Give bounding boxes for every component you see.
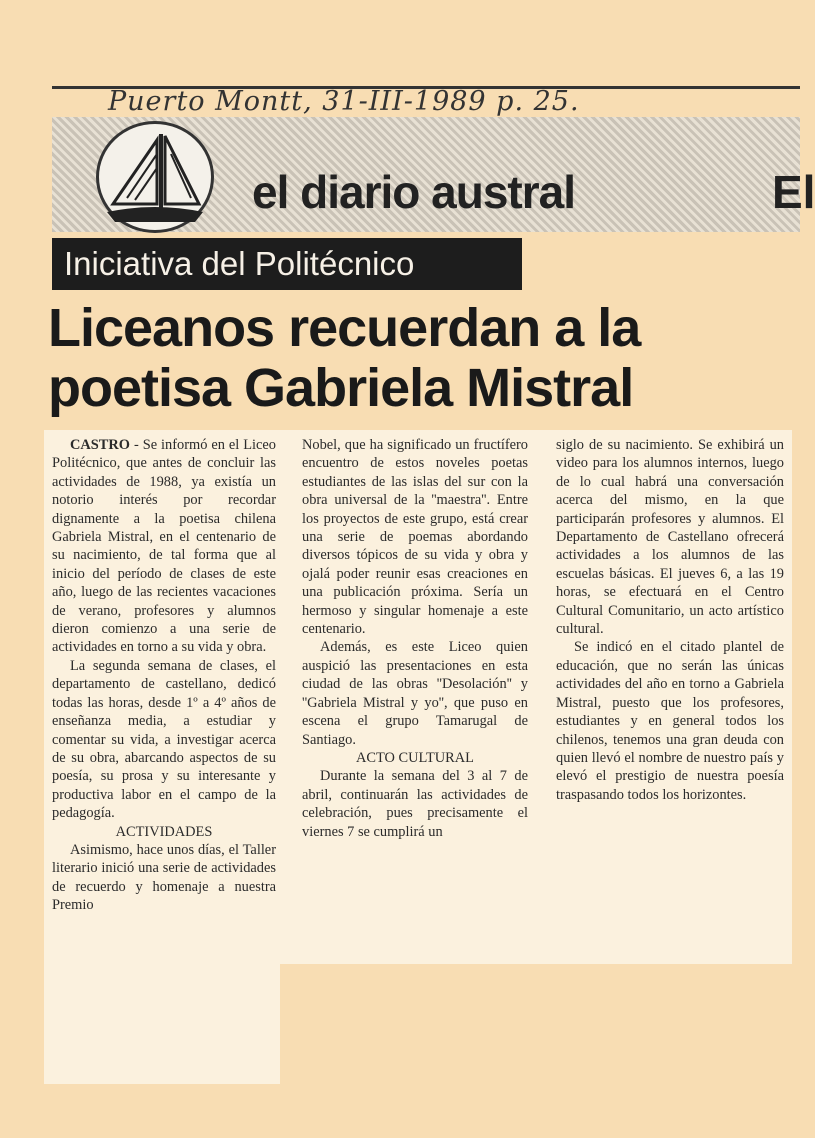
paragraph: Asimismo, hace unos días, el Taller literario inició una serie de actividades de recuerdo y homenaje a nuestra Premio xyxy=(52,841,276,914)
paragraph: Se indicó en el citado plantel de educación, que no serán las únicas actividades del año en torno a Gabriela Mistral, puesto que los profesores, estudiantes y en general todos los chilenos, tenemos una gran deuda con quien llevó el nombre de nuestro país y elevó el prestigio de nuestra poesía traspasando todos los horizontes. xyxy=(556,639,784,803)
subheading-actividades: ACTIVIDADES xyxy=(115,823,213,840)
newspaper-name-tail: El xyxy=(772,166,815,218)
article-headline xyxy=(48,298,768,418)
article-kicker: Iniciativa del Politécnico xyxy=(52,238,522,290)
article-background-tail xyxy=(44,964,280,1084)
newspaper-name: el diario austral xyxy=(252,166,576,218)
subheading-acto-cultural: ACTO CULTURAL xyxy=(356,749,474,766)
paragraph xyxy=(52,436,276,657)
article-column-2 xyxy=(302,436,528,841)
article-column-1 xyxy=(52,436,276,915)
paragraph-text: - Se informó en el Liceo Politécnico, que antes de concluir las actividades de 1988, ya existía un notorio interés por recordar dignamente a la poetisa chilena Gabriela Mistral, en el centenario de su nacimiento, de tal forma que al inicio del período de clases de este año, luego de las recientes vacaciones de verano, profesores y alumnos dieron comienzo a una serie de actividades en torno a su vida y obra. xyxy=(52,437,276,656)
paragraph: siglo de su nacimiento. Se exhibirá un video para los alumnos internos, luego de lo cual habrá una conversación acerca del mismo, en la que participarán profesores y alumnos. El Departamento de Castellano ofrecerá actividades a los alumnos de las escuelas básicas. El jueves 6, a las 19 horas, se efectuará en el Centro Cultural Comunitario, un acto artístico cultural. xyxy=(556,437,784,638)
handwritten-note: Puerto Montt, 31-III-1989 p. 25. xyxy=(108,86,580,117)
paragraph: Además, es este Liceo quien auspició las presentaciones en esta ciudad de las obras ''Desolación'' y ''Gabriela Mistral y yo'', que puso en escena el grupo Tamarugal de Santiago. xyxy=(302,639,528,748)
headline-line-1: Liceanos recuerdan a la xyxy=(48,298,641,358)
headline-line-2: poetisa Gabriela Mistral xyxy=(48,358,634,418)
paragraph: Durante la semana del 3 al 7 de abril, continuarán las actividades de celebración, pues precisamente el viernes 7 se cumplirá un xyxy=(302,768,528,840)
article-column-3 xyxy=(556,436,784,804)
paragraph: La segunda semana de clases, el departamento de castellano, dedicó todas las horas, desde 1º a 4º años de enseñanza media, a estudiar y comentar su vida, a investigar acerca de su obra, abarcando aspectos de su poesía, su prosa y su interesante y productiva labor en el campo de la pedagogía. xyxy=(52,657,276,822)
dateline: CASTRO xyxy=(70,437,130,453)
sailboat-logo-icon xyxy=(96,121,214,233)
paragraph: Nobel, que ha significado un fructífero encuentro de estos noveles poetas estudiantes de las islas del sur con la obra universal de la ''maestra''. Entre los proyectos de este grupo, está crear una serie de poemas abordando diversos tópicos de su vida y obra y ojalá poder reunir esas creaciones en una publicación próxima. Sería un hermoso y singular homenaje a este centenario. xyxy=(302,437,528,638)
newspaper-masthead xyxy=(52,117,815,232)
